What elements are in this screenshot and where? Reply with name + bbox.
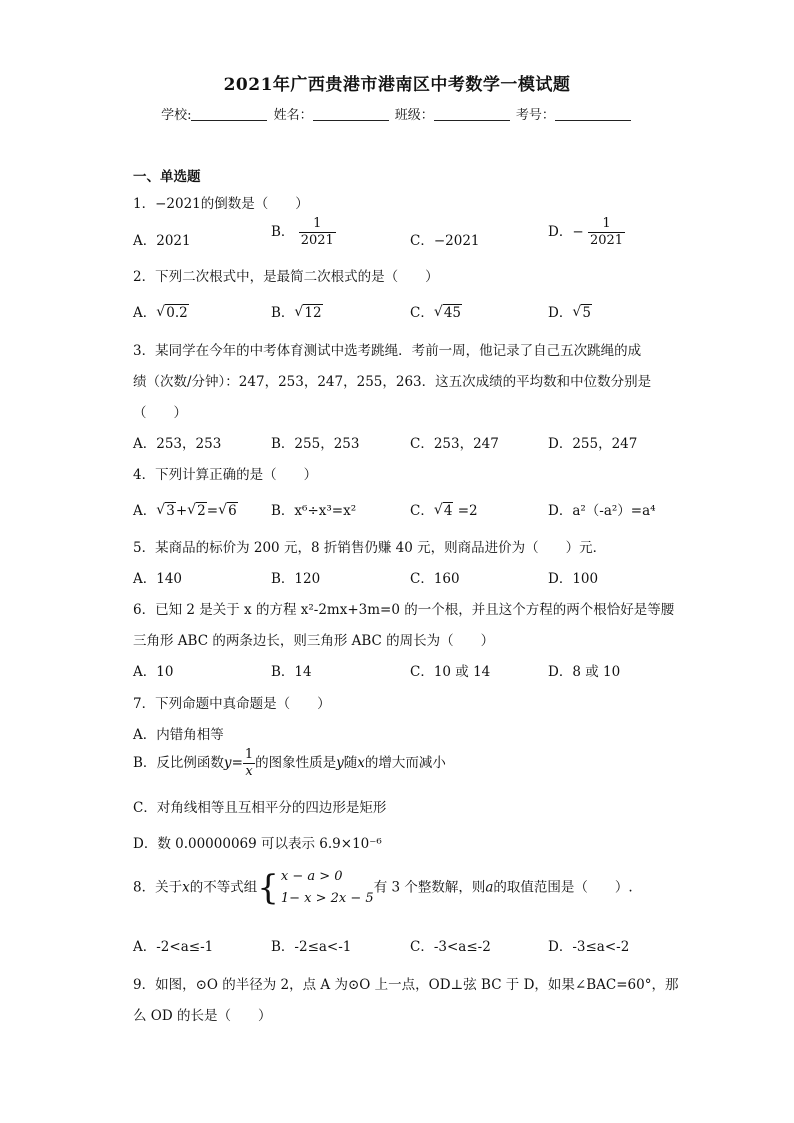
- q9-stem-line1: 9．如图，⊙O 的半径为 2，点 A 为⊙O 上一点，OD⊥弦 BC 于 D，如果∠BAC=60°，那: [133, 977, 679, 993]
- q5-option-a: A．140: [133, 571, 183, 587]
- q4-c-prefix: C．: [410, 503, 434, 519]
- q7-b-denominator: x: [245, 764, 253, 779]
- q2-d-prefix: D．: [548, 305, 573, 321]
- q8-suffix1: 有 3 个整数解，则: [373, 879, 486, 896]
- q1-b-denominator: 2021: [300, 233, 334, 248]
- q3-option-a: A．253，253: [133, 436, 222, 452]
- q8-mid: 的不等式组: [189, 879, 258, 896]
- q8-option-b: B．-2≤a<-1: [271, 939, 352, 955]
- q8-inequality-1: x − a > 0: [280, 869, 343, 884]
- q4-option-d: D．a²（-a²）=a⁴: [548, 503, 656, 519]
- q1-d-fraction: [588, 216, 625, 249]
- q6-stem-line1: 6．已知 2 是关于 x 的方程 x²-2mx+3m=0 的一个根，并且这个方程的两个根恰好是等腰: [133, 602, 675, 618]
- q7-option-b: [133, 747, 446, 780]
- q1-b-prefix: B．: [271, 224, 295, 240]
- q8-stem: [133, 866, 633, 910]
- q2-a-sqrt: √ 0.2: [156, 304, 188, 321]
- class-blank[interactable]: [434, 108, 510, 121]
- q7-option-d: D．数 0.00000069 可以表示 6.9×10⁻⁶: [133, 836, 382, 852]
- q2-option-d: [548, 301, 592, 321]
- exam-no-blank[interactable]: [555, 108, 631, 121]
- q1-b-fraction: [299, 216, 336, 249]
- q7-option-a: A．内错角相等: [133, 727, 224, 743]
- section-title: 一、单选题: [133, 169, 201, 185]
- q2-stem: 2．下列二次根式中，是最简二次根式的是（ ）: [133, 269, 439, 285]
- q7-b-y2: y: [336, 755, 344, 771]
- q5-option-b: B．120: [271, 571, 321, 587]
- q7-b-fraction: [243, 747, 255, 780]
- q7-b-suffix: 的增大而减小: [364, 755, 446, 771]
- q1-b-numerator: 1: [313, 216, 322, 231]
- q2-d-sqrt: √ 5: [572, 304, 591, 321]
- q6-option-c: C．10 或 14: [410, 664, 491, 680]
- school-blank[interactable]: [191, 108, 267, 121]
- q4-a-radicand3: 6: [228, 503, 237, 519]
- q4-a-radicand1: 3: [166, 503, 175, 519]
- q4-a-sqrt3: √ 6: [218, 502, 237, 519]
- q5-stem: 5．某商品的标价为 200 元，8 折销售仍赚 40 元，则商品进价为（ ）元．: [133, 540, 607, 556]
- q8-brace: {: [257, 868, 279, 908]
- q7-option-c: C．对角线相等且互相平分的四边形是矩形: [133, 800, 387, 816]
- q8-inequality-2: 1− x > 2x − 5: [280, 891, 374, 906]
- q2-c-prefix: C．: [410, 305, 434, 321]
- q7-b-x: x: [357, 755, 365, 771]
- q2-option-a: [133, 301, 189, 321]
- q1-d-numerator: 1: [602, 216, 611, 231]
- q8-x: x: [182, 879, 190, 896]
- q2-option-c: [410, 301, 462, 321]
- q8-option-d: D．-3≤a<-2: [548, 939, 630, 955]
- name-blank[interactable]: [313, 108, 389, 121]
- q4-option-c: [410, 499, 478, 519]
- q7-b-mid: 的图象性质是: [255, 755, 337, 771]
- school-label: 学校:: [161, 108, 192, 123]
- q4-a-plus: +: [175, 503, 188, 519]
- q2-a-radicand: 0.2: [166, 305, 188, 321]
- q1-d-prefix: D．−: [548, 224, 584, 240]
- q4-a-radicand2: 2: [197, 503, 206, 519]
- q2-a-prefix: A．: [133, 305, 157, 321]
- q4-c-sqrt: √ 4: [433, 502, 453, 519]
- q8-suffix2: 的取值范围是（ ）.: [493, 879, 633, 896]
- q6-option-a: A．10: [133, 664, 174, 680]
- q2-option-b: [271, 301, 323, 321]
- q8-prefix: 8．关于: [133, 879, 183, 896]
- q1-option-b: [271, 216, 336, 249]
- q4-c-radicand: 4: [443, 503, 453, 519]
- exam-no-label: 考号：: [515, 108, 555, 123]
- q1-d-denominator: 2021: [589, 233, 624, 248]
- q6-option-b: B．14: [271, 664, 312, 680]
- q2-c-sqrt: √ 45: [433, 304, 462, 321]
- q3-option-b: B．255，253: [271, 436, 360, 452]
- q1-stem: 1．−2021的倒数是（ ）: [133, 196, 309, 212]
- q1-option-c: C．−2021: [410, 233, 480, 249]
- q3-stem-line2: 绩（次数/分钟）：247，253，247，255，263．这五次成绩的平均数和中位数分别是: [133, 374, 652, 390]
- q8-option-a: A．-2<a≤-1: [133, 939, 214, 955]
- q7-b-mid2: 随: [343, 755, 358, 771]
- q4-a-sqrt1: √ 3: [156, 502, 175, 519]
- q2-d-radicand: 5: [582, 305, 591, 321]
- q4-a-equals: =: [206, 503, 219, 519]
- q2-b-sqrt: √ 12: [294, 304, 322, 321]
- class-label: 班级：: [394, 108, 434, 123]
- q3-option-c: C．253，247: [410, 436, 499, 452]
- q7-b-y: y: [223, 755, 232, 771]
- q7-stem: 7．下列命题中真命题是（ ）: [133, 696, 331, 712]
- q1-option-d: [548, 216, 625, 249]
- q4-stem: 4．下列计算正确的是（ ）: [133, 467, 318, 483]
- q3-stem-line3: （ ）: [133, 405, 187, 421]
- q2-c-radicand: 45: [443, 305, 462, 321]
- q4-a-sqrt2: √ 2: [187, 502, 206, 519]
- q9-stem-line2: 么 OD 的长是（ ）: [133, 1008, 272, 1024]
- q2-b-radicand: 12: [304, 305, 322, 321]
- student-info-line: [0, 104, 794, 123]
- q4-a-prefix: A．: [133, 503, 157, 519]
- q5-option-d: D．100: [548, 571, 599, 587]
- q7-b-equals: =: [231, 755, 243, 771]
- q4-option-b: B．x⁶÷x³=x²: [271, 503, 357, 519]
- q3-option-d: D．255，247: [548, 436, 638, 452]
- page-title: 2021年广西贵港市港南区中考数学一模试题: [223, 75, 571, 95]
- q8-a: a: [485, 879, 494, 896]
- q1-option-a: A．2021: [133, 233, 191, 249]
- q5-option-c: C．160: [410, 571, 460, 587]
- q4-option-a: [133, 499, 238, 519]
- q6-stem-line2: 三角形 ABC 的两条边长，则三角形 ABC 的周长为（ ）: [133, 633, 495, 649]
- q2-b-prefix: B．: [271, 305, 295, 321]
- q7-b-prefix: B．反比例函数: [133, 755, 224, 771]
- q6-option-d: D．8 或 10: [548, 664, 621, 680]
- q8-inequality-system: [281, 866, 374, 910]
- q4-c-equals: =2: [453, 503, 478, 519]
- q3-stem-line1: 3．某同学在今年的中考体育测试中选考跳绳．考前一周，他记录了自己五次跳绳的成: [133, 343, 642, 359]
- name-label: 姓名：: [273, 108, 313, 123]
- q7-b-numerator: 1: [244, 747, 254, 762]
- q8-option-c: C．-3<a≤-2: [410, 939, 491, 955]
